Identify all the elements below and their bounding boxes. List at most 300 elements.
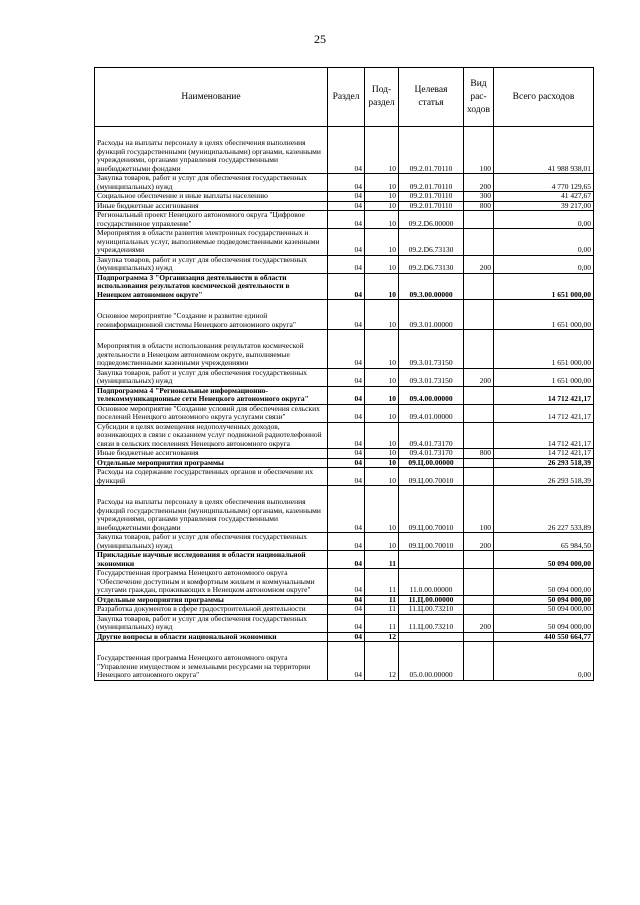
cell-subsection-text: 10 xyxy=(388,358,396,367)
cell-expense-type-text: 800 xyxy=(479,201,491,210)
cell-name xyxy=(95,229,328,256)
cell-total-text: 1 651 000,00 xyxy=(551,376,591,385)
cell-subsection-text: 10 xyxy=(388,218,396,228)
cell-expense-type xyxy=(464,595,494,605)
cell-expense-type xyxy=(464,551,494,569)
cell-expense-type xyxy=(464,255,494,273)
cell-expense-type xyxy=(464,330,494,369)
cell-article xyxy=(399,468,464,486)
table-row xyxy=(95,533,594,551)
cell-article xyxy=(399,595,464,605)
cell-subsection xyxy=(365,449,399,459)
cell-total xyxy=(494,201,594,211)
cell-total xyxy=(494,449,594,459)
table-row xyxy=(95,458,594,468)
cell-article-text: 09.3.01.00000 xyxy=(409,319,453,329)
cell-expense-type xyxy=(464,422,494,449)
cell-subsection-text: 10 xyxy=(388,289,396,299)
cell-subsection-text: 10 xyxy=(388,191,396,200)
cell-expense-type xyxy=(464,486,494,533)
cell-section xyxy=(328,192,365,202)
cell-subsection xyxy=(365,127,399,174)
cell-total xyxy=(494,255,594,273)
cell-expense-type xyxy=(464,468,494,486)
cell-section-text: 04 xyxy=(354,475,362,485)
cell-name-text: Закупка товаров, работ и услуг для обеспечения государственных (муниципальных) нужд xyxy=(97,614,308,631)
cell-total-text: 50 094 000,00 xyxy=(547,585,591,594)
header-expense-type: Вид рас-ходов xyxy=(464,68,494,127)
cell-expense-type xyxy=(464,386,494,404)
cell-subsection-text: 12 xyxy=(388,632,396,641)
cell-section-text: 04 xyxy=(354,163,362,173)
cell-section-text: 04 xyxy=(354,604,362,613)
cell-expense-type xyxy=(464,300,494,330)
cell-section xyxy=(328,368,365,386)
cell-name xyxy=(95,632,328,642)
cell-section-text: 04 xyxy=(354,245,362,254)
cell-article xyxy=(399,201,464,211)
cell-expense-type xyxy=(464,642,494,681)
cell-subsection-text: 10 xyxy=(388,163,396,173)
cell-section xyxy=(328,273,365,300)
cell-expense-type xyxy=(464,449,494,459)
cell-subsection xyxy=(365,386,399,404)
cell-total-text: 26 293 518,39 xyxy=(547,458,591,467)
cell-subsection-text: 11 xyxy=(388,585,396,594)
cell-section xyxy=(328,533,365,551)
table-row xyxy=(95,201,594,211)
cell-subsection xyxy=(365,255,399,273)
cell-article xyxy=(399,300,464,330)
cell-name-text: Разработка документов в сфере градостроительной деятельности xyxy=(97,604,306,613)
cell-total xyxy=(494,368,594,386)
cell-subsection-text: 10 xyxy=(388,263,396,272)
cell-name-text: Государственная программа Ненецкого автономного округа "Управление имуществом и земельными ресурсами на территории Ненецкого автономного округа" xyxy=(97,653,311,679)
cell-name-text: Подпрограмма 4 "Региональные информационно-телекоммуникационные сети Ненецкого автономного округа" xyxy=(97,386,309,403)
cell-section xyxy=(328,449,365,459)
table-row xyxy=(95,273,594,300)
cell-section-text: 04 xyxy=(354,438,362,448)
cell-name xyxy=(95,404,328,422)
cell-article-text: 11.Ц.00.00000 xyxy=(408,595,454,604)
header-article: Целевая статья xyxy=(399,68,464,127)
cell-section xyxy=(328,255,365,273)
cell-name xyxy=(95,192,328,202)
cell-total-text: 14 712 421,17 xyxy=(547,412,591,421)
page-number: 25 xyxy=(314,32,326,46)
cell-name xyxy=(95,330,328,369)
cell-expense-type-text: 200 xyxy=(479,263,491,272)
cell-total xyxy=(494,192,594,202)
table-row xyxy=(95,300,594,330)
cell-total-text: 26 293 518,39 xyxy=(547,475,591,485)
table-row xyxy=(95,632,594,642)
cell-expense-type-text: 100 xyxy=(479,163,491,173)
cell-total xyxy=(494,614,594,632)
cell-article-text: 09.Ц.00.70010 xyxy=(408,540,454,550)
cell-expense-type xyxy=(464,533,494,551)
cell-subsection xyxy=(365,174,399,192)
cell-total-text: 0,00 xyxy=(577,670,591,679)
cell-expense-type xyxy=(464,368,494,386)
cell-total xyxy=(494,605,594,615)
cell-section xyxy=(328,486,365,533)
table-body xyxy=(95,127,594,681)
cell-subsection xyxy=(365,211,399,229)
cell-subsection-text: 10 xyxy=(388,458,396,467)
cell-subsection-text: 10 xyxy=(388,522,396,532)
cell-total xyxy=(494,551,594,569)
cell-expense-type xyxy=(464,404,494,422)
cell-article-text: 09.Ц.00.00000 xyxy=(408,458,454,467)
cell-article-text: 09.2.01.70110 xyxy=(409,201,453,210)
cell-name-text: Другие вопросы в области национальной экономики xyxy=(97,632,277,641)
cell-section xyxy=(328,642,365,681)
cell-subsection xyxy=(365,330,399,369)
cell-article-text: 09.4.01.73170 xyxy=(409,448,453,457)
cell-name-text: Мероприятия в области развития электронных государственных и муниципальных услуг, выполняемые подведомственными казенными учреждениями xyxy=(97,228,320,254)
cell-article-text: 09.Ц.00.70010 xyxy=(408,522,454,532)
cell-subsection-text: 11 xyxy=(388,595,396,604)
header-total: Всего расходов xyxy=(494,68,594,127)
cell-expense-type-text: 300 xyxy=(479,191,491,200)
cell-name xyxy=(95,255,328,273)
cell-article xyxy=(399,614,464,632)
table-row xyxy=(95,551,594,569)
cell-section-text: 04 xyxy=(354,585,362,594)
cell-total xyxy=(494,468,594,486)
cell-subsection-text: 10 xyxy=(388,448,396,457)
cell-name-text: Иные бюджетные ассигнования xyxy=(97,201,199,210)
cell-subsection-text: 10 xyxy=(388,376,396,385)
cell-article-text: 09.2.01.70110 xyxy=(409,163,453,173)
cell-article xyxy=(399,404,464,422)
cell-section-text: 04 xyxy=(354,558,362,568)
cell-section xyxy=(328,458,365,468)
cell-total xyxy=(494,569,594,596)
cell-section xyxy=(328,404,365,422)
cell-total-text: 1 651 000,00 xyxy=(551,319,591,329)
table-row xyxy=(95,614,594,632)
cell-total-text: 50 094 000,00 xyxy=(547,604,591,613)
cell-subsection xyxy=(365,300,399,330)
header-subsection: Под-раздел xyxy=(365,68,399,127)
table-row xyxy=(95,642,594,681)
cell-article-text: 11.Ц.00.73210 xyxy=(408,604,454,613)
cell-name-text: Прикладные научные исследования в области национальной экономики xyxy=(97,550,306,568)
cell-total-text: 4 770 129,65 xyxy=(551,181,591,191)
cell-section-text: 04 xyxy=(354,540,362,550)
cell-name xyxy=(95,614,328,632)
cell-article-text: 05.0.00.00000 xyxy=(409,670,453,679)
cell-expense-type xyxy=(464,458,494,468)
cell-section-text: 04 xyxy=(354,394,362,403)
cell-subsection-text: 10 xyxy=(388,201,396,210)
cell-name-text: Основное мероприятие "Создание и развитие единой геоинформационной системы Ненецкого автономного округа" xyxy=(97,311,296,329)
cell-total-text: 65 984,50 xyxy=(561,540,591,550)
cell-expense-type xyxy=(464,201,494,211)
cell-name xyxy=(95,642,328,681)
cell-name xyxy=(95,368,328,386)
cell-name xyxy=(95,211,328,229)
cell-subsection xyxy=(365,551,399,569)
cell-name-text: Мероприятия в области использования результатов космической деятельности в Ненецком автономном округе, выполняемые подведомственными казенными учреждениями xyxy=(97,341,304,367)
cell-subsection-text: 10 xyxy=(388,394,396,403)
cell-article xyxy=(399,449,464,459)
cell-total-text: 26 227 533,89 xyxy=(547,522,591,532)
cell-section-text: 04 xyxy=(354,448,362,457)
cell-name-text: Социальное обеспечение и иные выплаты населению xyxy=(97,191,268,200)
cell-name xyxy=(95,127,328,174)
cell-subsection xyxy=(365,605,399,615)
cell-total xyxy=(494,174,594,192)
cell-subsection-text: 11 xyxy=(388,604,396,613)
cell-subsection xyxy=(365,201,399,211)
cell-section-text: 04 xyxy=(354,181,362,191)
cell-name xyxy=(95,422,328,449)
cell-name xyxy=(95,201,328,211)
cell-section xyxy=(328,595,365,605)
cell-section xyxy=(328,422,365,449)
budget-table xyxy=(94,67,594,681)
table-row xyxy=(95,569,594,596)
cell-expense-type-text: 100 xyxy=(479,522,491,532)
cell-name xyxy=(95,273,328,300)
cell-total-text: 14 712 421,17 xyxy=(547,448,591,457)
cell-expense-type-text: 200 xyxy=(479,622,491,631)
cell-article xyxy=(399,192,464,202)
table-row xyxy=(95,127,594,174)
cell-section-text: 04 xyxy=(354,191,362,200)
cell-name xyxy=(95,533,328,551)
cell-section-text: 04 xyxy=(354,263,362,272)
cell-article xyxy=(399,368,464,386)
cell-total-text: 0,00 xyxy=(577,245,591,254)
cell-article-text: 09.3.00.00000 xyxy=(409,289,453,299)
cell-expense-type xyxy=(464,192,494,202)
cell-total xyxy=(494,300,594,330)
cell-article xyxy=(399,229,464,256)
cell-name-text: Региональный проект Ненецкого автономного округа "Цифровое государственное управление" xyxy=(97,210,305,228)
table-row xyxy=(95,605,594,615)
cell-article-text: 09.Ц.00.70010 xyxy=(408,475,454,485)
cell-subsection xyxy=(365,533,399,551)
table-header xyxy=(95,68,594,127)
cell-subsection xyxy=(365,192,399,202)
cell-name xyxy=(95,174,328,192)
cell-subsection-text: 10 xyxy=(388,319,396,329)
cell-section xyxy=(328,614,365,632)
cell-article xyxy=(399,533,464,551)
cell-expense-type xyxy=(464,174,494,192)
cell-name xyxy=(95,449,328,459)
cell-name xyxy=(95,386,328,404)
cell-total-text: 39 217,00 xyxy=(561,201,591,210)
cell-article xyxy=(399,330,464,369)
cell-name-text: Расходы на содержание государственных органов и обеспечение их функций xyxy=(97,467,314,485)
cell-section-text: 04 xyxy=(354,458,362,467)
cell-section xyxy=(328,201,365,211)
cell-subsection xyxy=(365,642,399,681)
cell-name-text: Расходы на выплаты персоналу в целях обеспечения выполнения функций государственными (муниципальными) органами, казенными учреждениями, органами управления государственными внебюджетными фондами xyxy=(97,497,321,532)
table-row xyxy=(95,368,594,386)
cell-expense-type-text: 200 xyxy=(479,181,491,191)
cell-article-text: 09.4.00.00000 xyxy=(409,394,453,403)
cell-name-text: Государственная программа Ненецкого автономного округа "Обеспечение доступным и комфортным жильем и коммунальными услугами граждан, проживающих в Ненецком автономном округе" xyxy=(97,568,315,594)
header-section: Раздел xyxy=(328,68,365,127)
table-row xyxy=(95,211,594,229)
cell-section xyxy=(328,605,365,615)
cell-section-text: 04 xyxy=(354,632,362,641)
cell-total-text: 440 550 664,77 xyxy=(544,632,591,641)
cell-section-text: 04 xyxy=(354,595,362,604)
cell-subsection xyxy=(365,614,399,632)
cell-subsection xyxy=(365,404,399,422)
table-row xyxy=(95,595,594,605)
cell-article-text: 09.4.01.73170 xyxy=(409,438,453,448)
cell-article xyxy=(399,386,464,404)
cell-section xyxy=(328,386,365,404)
cell-expense-type xyxy=(464,127,494,174)
table-row xyxy=(95,229,594,256)
cell-article xyxy=(399,211,464,229)
cell-total-text: 50 094 000,00 xyxy=(547,622,591,631)
cell-total xyxy=(494,330,594,369)
cell-article-text: 09.2.D6.73130 xyxy=(408,245,454,254)
cell-name-text: Субсидии в целях возмещения недополученных доходов, возникающих в связи с оказанием услуг подвижной радиотелефонной связи в сельских поселениях Ненецкого автономного округа xyxy=(97,422,322,448)
cell-article xyxy=(399,642,464,681)
cell-section-text: 04 xyxy=(354,289,362,299)
cell-subsection-text: 10 xyxy=(388,181,396,191)
table-row xyxy=(95,174,594,192)
cell-total-text: 14 712 421,17 xyxy=(547,394,591,403)
cell-subsection-text: 11 xyxy=(388,558,396,568)
cell-section xyxy=(328,127,365,174)
cell-total xyxy=(494,273,594,300)
cell-article-text: 09.2.01.70110 xyxy=(409,191,453,200)
cell-subsection-text: 10 xyxy=(388,412,396,421)
cell-article-text: 09.3.01.73150 xyxy=(409,376,453,385)
cell-section-text: 04 xyxy=(354,218,362,228)
table-row xyxy=(95,449,594,459)
cell-total xyxy=(494,386,594,404)
cell-name-text: Отдельные мероприятия программы xyxy=(97,458,224,467)
cell-total xyxy=(494,595,594,605)
table-row xyxy=(95,404,594,422)
cell-article-text: 11.Ц.00.73210 xyxy=(408,622,454,631)
table-row xyxy=(95,386,594,404)
cell-section-text: 04 xyxy=(354,670,362,679)
table-row xyxy=(95,330,594,369)
cell-subsection-text: 12 xyxy=(388,670,396,679)
cell-subsection xyxy=(365,468,399,486)
cell-name-text: Подпрограмма 3 "Организация деятельности в области использования результатов космической деятельности в Ненецком автономном округе" xyxy=(97,273,290,299)
cell-article-text: 09.2.D6.73130 xyxy=(408,263,454,272)
cell-article-text: 09.4.01.00000 xyxy=(409,412,453,421)
cell-article xyxy=(399,174,464,192)
cell-total-text: 0,00 xyxy=(577,218,591,228)
table-row xyxy=(95,192,594,202)
cell-article xyxy=(399,458,464,468)
cell-total xyxy=(494,533,594,551)
cell-name-text: Расходы на выплаты персоналу в целях обеспечения выполнения функций государственными (муниципальными) органами, казенными учреждениями, органами управления государственными внебюджетными фондами xyxy=(97,138,321,173)
cell-subsection xyxy=(365,229,399,256)
cell-name xyxy=(95,468,328,486)
cell-total-text: 1 651 000,00 xyxy=(551,289,591,299)
cell-section-text: 04 xyxy=(354,622,362,631)
table-row xyxy=(95,422,594,449)
cell-name-text: Закупка товаров, работ и услуг для обеспечения государственных (муниципальных) нужд xyxy=(97,532,308,550)
cell-article-text: 09.3.01.73150 xyxy=(409,358,453,367)
cell-expense-type-text: 200 xyxy=(479,376,491,385)
cell-name xyxy=(95,605,328,615)
cell-subsection-text: 10 xyxy=(388,245,396,254)
cell-section xyxy=(328,468,365,486)
cell-expense-type xyxy=(464,605,494,615)
cell-expense-type-text: 800 xyxy=(479,448,491,457)
table-row xyxy=(95,486,594,533)
cell-total-text: 41 427,67 xyxy=(561,191,591,200)
cell-subsection xyxy=(365,422,399,449)
cell-subsection xyxy=(365,569,399,596)
cell-total xyxy=(494,632,594,642)
cell-section-text: 04 xyxy=(354,376,362,385)
cell-name xyxy=(95,300,328,330)
header-name: Наименование xyxy=(95,68,328,127)
cell-total-text: 50 094 000,00 xyxy=(547,595,591,604)
cell-expense-type xyxy=(464,273,494,300)
cell-subsection-text: 10 xyxy=(388,475,396,485)
table-row xyxy=(95,468,594,486)
cell-section-text: 04 xyxy=(354,358,362,367)
cell-name xyxy=(95,569,328,596)
cell-name-text: Иные бюджетные ассигнования xyxy=(97,448,199,457)
cell-section xyxy=(328,300,365,330)
cell-subsection xyxy=(365,486,399,533)
cell-name xyxy=(95,486,328,533)
cell-expense-type xyxy=(464,211,494,229)
cell-article-text: 09.2.D6.00000 xyxy=(408,218,454,228)
cell-name-text: Закупка товаров, работ и услуг для обеспечения государственных (муниципальных) нужд xyxy=(97,173,308,191)
cell-subsection xyxy=(365,458,399,468)
cell-article-text: 11.0.00.00000 xyxy=(409,585,453,594)
cell-total-text: 1 651 000,00 xyxy=(551,358,591,367)
cell-section-text: 04 xyxy=(354,201,362,210)
cell-total xyxy=(494,422,594,449)
cell-subsection-text: 10 xyxy=(388,438,396,448)
cell-section-text: 04 xyxy=(354,319,362,329)
cell-name-text: Закупка товаров, работ и услуг для обеспечения государственных (муниципальных) нужд xyxy=(97,368,308,385)
cell-article xyxy=(399,422,464,449)
cell-article xyxy=(399,551,464,569)
cell-total xyxy=(494,642,594,681)
cell-total xyxy=(494,486,594,533)
cell-name-text: Основное мероприятие "Создание условий для обеспечения сельских поселений Ненецкого автономного округа услугами связи" xyxy=(97,404,320,421)
cell-article xyxy=(399,273,464,300)
cell-name xyxy=(95,551,328,569)
cell-total-text: 14 712 421,17 xyxy=(547,438,591,448)
cell-section-text: 04 xyxy=(354,522,362,532)
cell-section xyxy=(328,174,365,192)
cell-name xyxy=(95,458,328,468)
cell-subsection xyxy=(365,595,399,605)
cell-total-text: 50 094 000,00 xyxy=(547,558,591,568)
table-row xyxy=(95,255,594,273)
cell-section xyxy=(328,211,365,229)
cell-article xyxy=(399,486,464,533)
cell-total xyxy=(494,458,594,468)
cell-total-text: 41 988 938,01 xyxy=(547,163,591,173)
